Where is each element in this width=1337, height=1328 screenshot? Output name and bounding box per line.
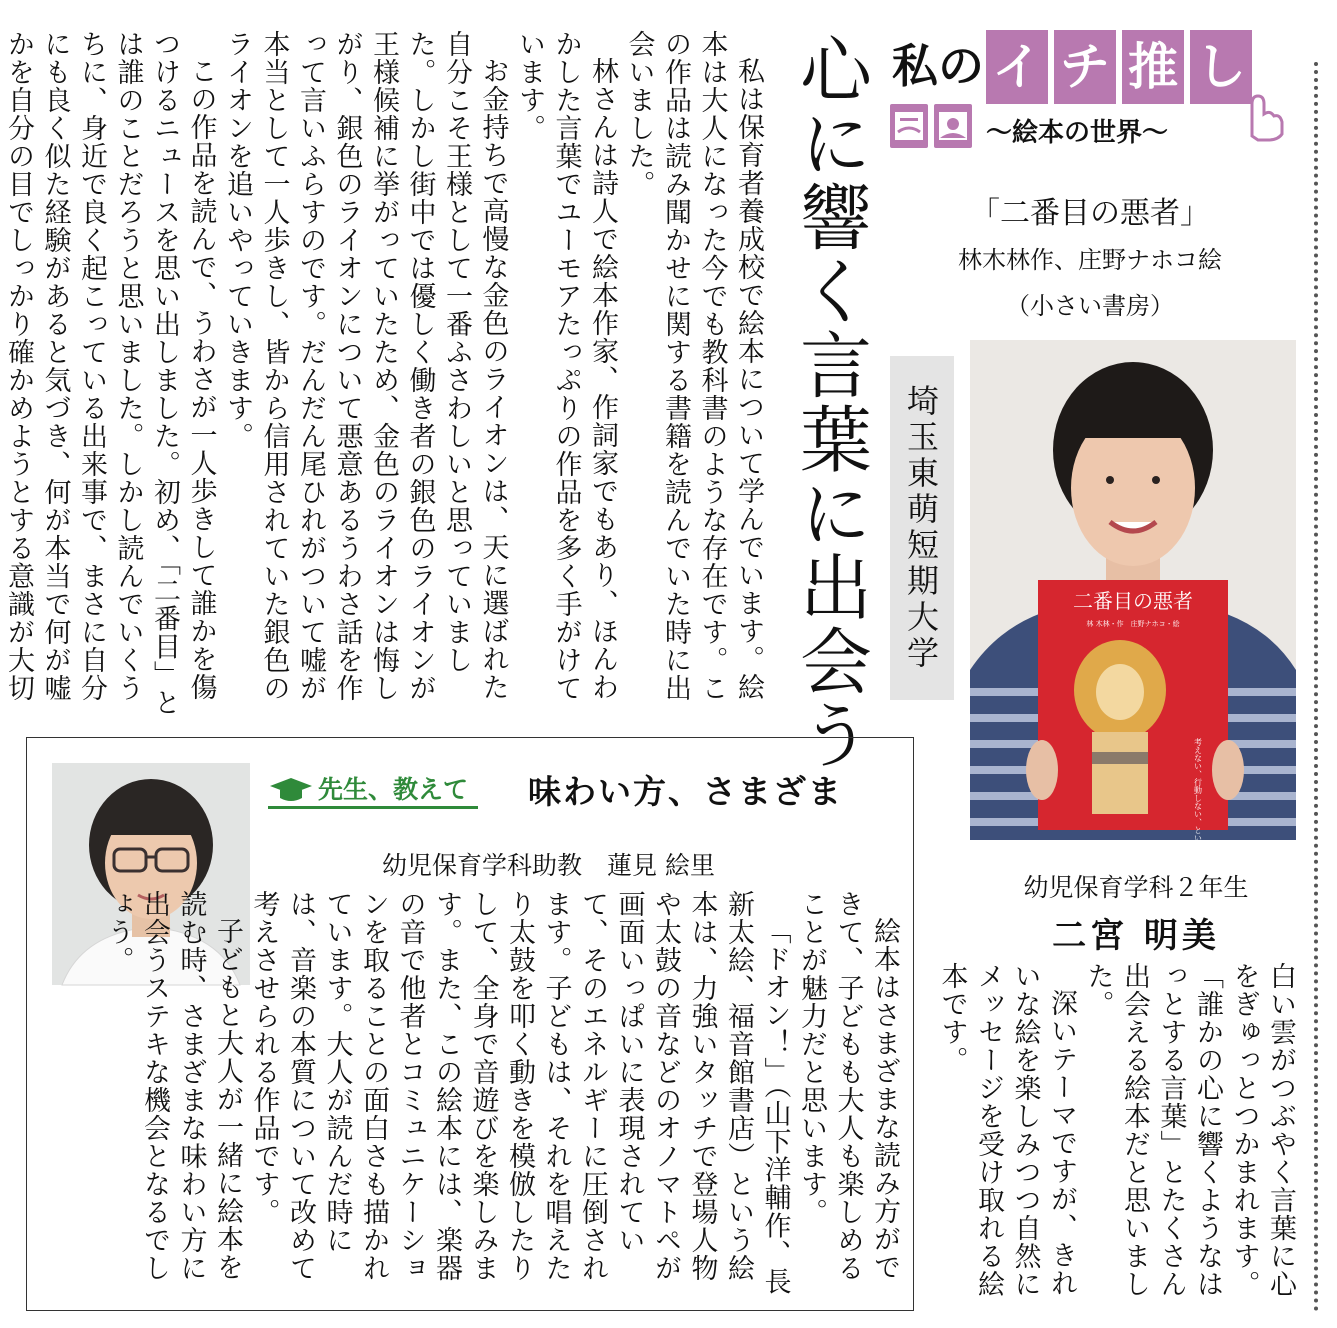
mortarboard-icon [268, 774, 314, 804]
article-paragraph-1: 私は保育者養成校で絵本について学んでいます。絵本は大人になった今でも教科書のような存在です。この作品は読み聞かせに関する書籍を読んでいた時に出会いました。 [623, 30, 764, 702]
series-subtitle: ～絵本の世界～ [986, 118, 1169, 148]
article-continuation [936, 962, 1298, 1312]
book-cover-tagline: 考えない、行動しない、という罪 [1193, 738, 1203, 858]
teacher-column-title: 味わい方、さまざま [528, 772, 843, 811]
student-photo [970, 340, 1296, 858]
series-tile-4: し [1190, 30, 1252, 104]
school-name: 埼玉東萌短期大学 [902, 384, 940, 672]
teacher-paragraph-2: 「ドオン！」（山下洋輔作、長新太絵、福音館書店）という絵本は、力強いタッチで登場人物や太鼓の音などのオノマトペが画面いっぱいに表現されていて、そのエネルギーに圧倒されます。子どもは、それを唱えたり太鼓を叩く動きを模倣したりして、全身で音遊びを楽しみます。また、この絵本には、楽器の音で他者とコミュニケーションを取ることの面白さも描かれています。大人が読んだ時には、音楽の本質について改めて考えさせられる作品です。 [248, 890, 791, 1296]
teacher-role-name: 幼児保育学科助教 蓮見 絵里 [382, 851, 715, 880]
pointing-hand-icon [1238, 86, 1286, 142]
series-tile-1: イ [986, 30, 1048, 104]
student-department: 幼児保育学科２年生 [1023, 873, 1249, 902]
book-credit: 林木林作、庄野ナホコ絵 [958, 246, 1222, 274]
teacher-column-body [44, 890, 902, 1300]
sensei-tag-underline [268, 806, 478, 809]
sun-icon [934, 104, 972, 148]
column-divider [1314, 62, 1318, 1312]
article-paragraph-2: 林さんは詩人で絵本作家、作詞家でもあり、ほんわかした言葉でユーモアたっぷりの作品を多く手がけています。 [514, 30, 618, 702]
series-tile-2: チ [1054, 30, 1116, 104]
book-publisher: （小さい書房） [1006, 292, 1174, 320]
article-paragraph-3: お金持ちで高慢な金色のライオンは、天に選ばれた自分こそ王様として一番ふさわしいと思っていました。しかし街中では優しく働き者の銀色のライオンが王様候補に挙がっていたため、金色のライオンは悔しがり、銀色のライオンについて悪意あるうわさ話を作って言いふらすのです。だんだん尾ひれがついて嘘が本当として一人歩きし、皆から信用されていた銀色のライオンを追いやっていきます。 [222, 30, 509, 702]
book-title: 「二番目の悪者」 [970, 196, 1210, 231]
article-paragraph-4: この作品を読んで、うわさが一人歩きして誰かを傷つけるニュースを思い出しました。初め、「二番目」とは誰のことだろうと思いました。しかし読んでいくうちに、身近で良く起こっている出来事で、まさに自分にも良く似た経験があると気づき、何が本当で何が嘘かを自分の目でしっかり確かめようとする意識が大切 [3, 30, 217, 717]
book-icon [890, 104, 928, 148]
book-cover [1038, 580, 1228, 859]
article-paragraph-6: 深いテーマですが、きれいな絵を楽しみつつ自然にメッセージを受け取れる絵本です。 [936, 962, 1077, 1298]
student-name: 二宮 明美 [1052, 916, 1220, 956]
sensei-oshiete-tag: 先生、教えて [318, 775, 469, 804]
book-cover-title: 二番目の悪者 [1073, 589, 1193, 613]
teacher-paragraph-3: 子どもと大人が一緒に絵本を読む時、さまざまな味わい方に出会うステキな機会となるでしょう。 [102, 890, 243, 1282]
book-cover-authors: 林 木林・作 庄野ナホコ・絵 [1086, 620, 1180, 628]
series-tile-3: 推 [1122, 30, 1184, 104]
school-label-box [890, 356, 954, 700]
series-watashi-no: 私の [892, 39, 984, 93]
article-headline: 心に響く言葉に出会う [788, 32, 872, 772]
article-body [3, 30, 766, 724]
teacher-paragraph-1: 絵本はさまざまな読み方ができて、子どもも大人も楽しめることが魅力だと思います。 [796, 890, 900, 1282]
article-paragraph-5: 白い雲がつぶやく言葉に心をぎゅっとつかまれます。「誰かの心に響くようなはっとする言葉」とたくさん出会える絵本だと思いました。 [1082, 962, 1296, 1298]
